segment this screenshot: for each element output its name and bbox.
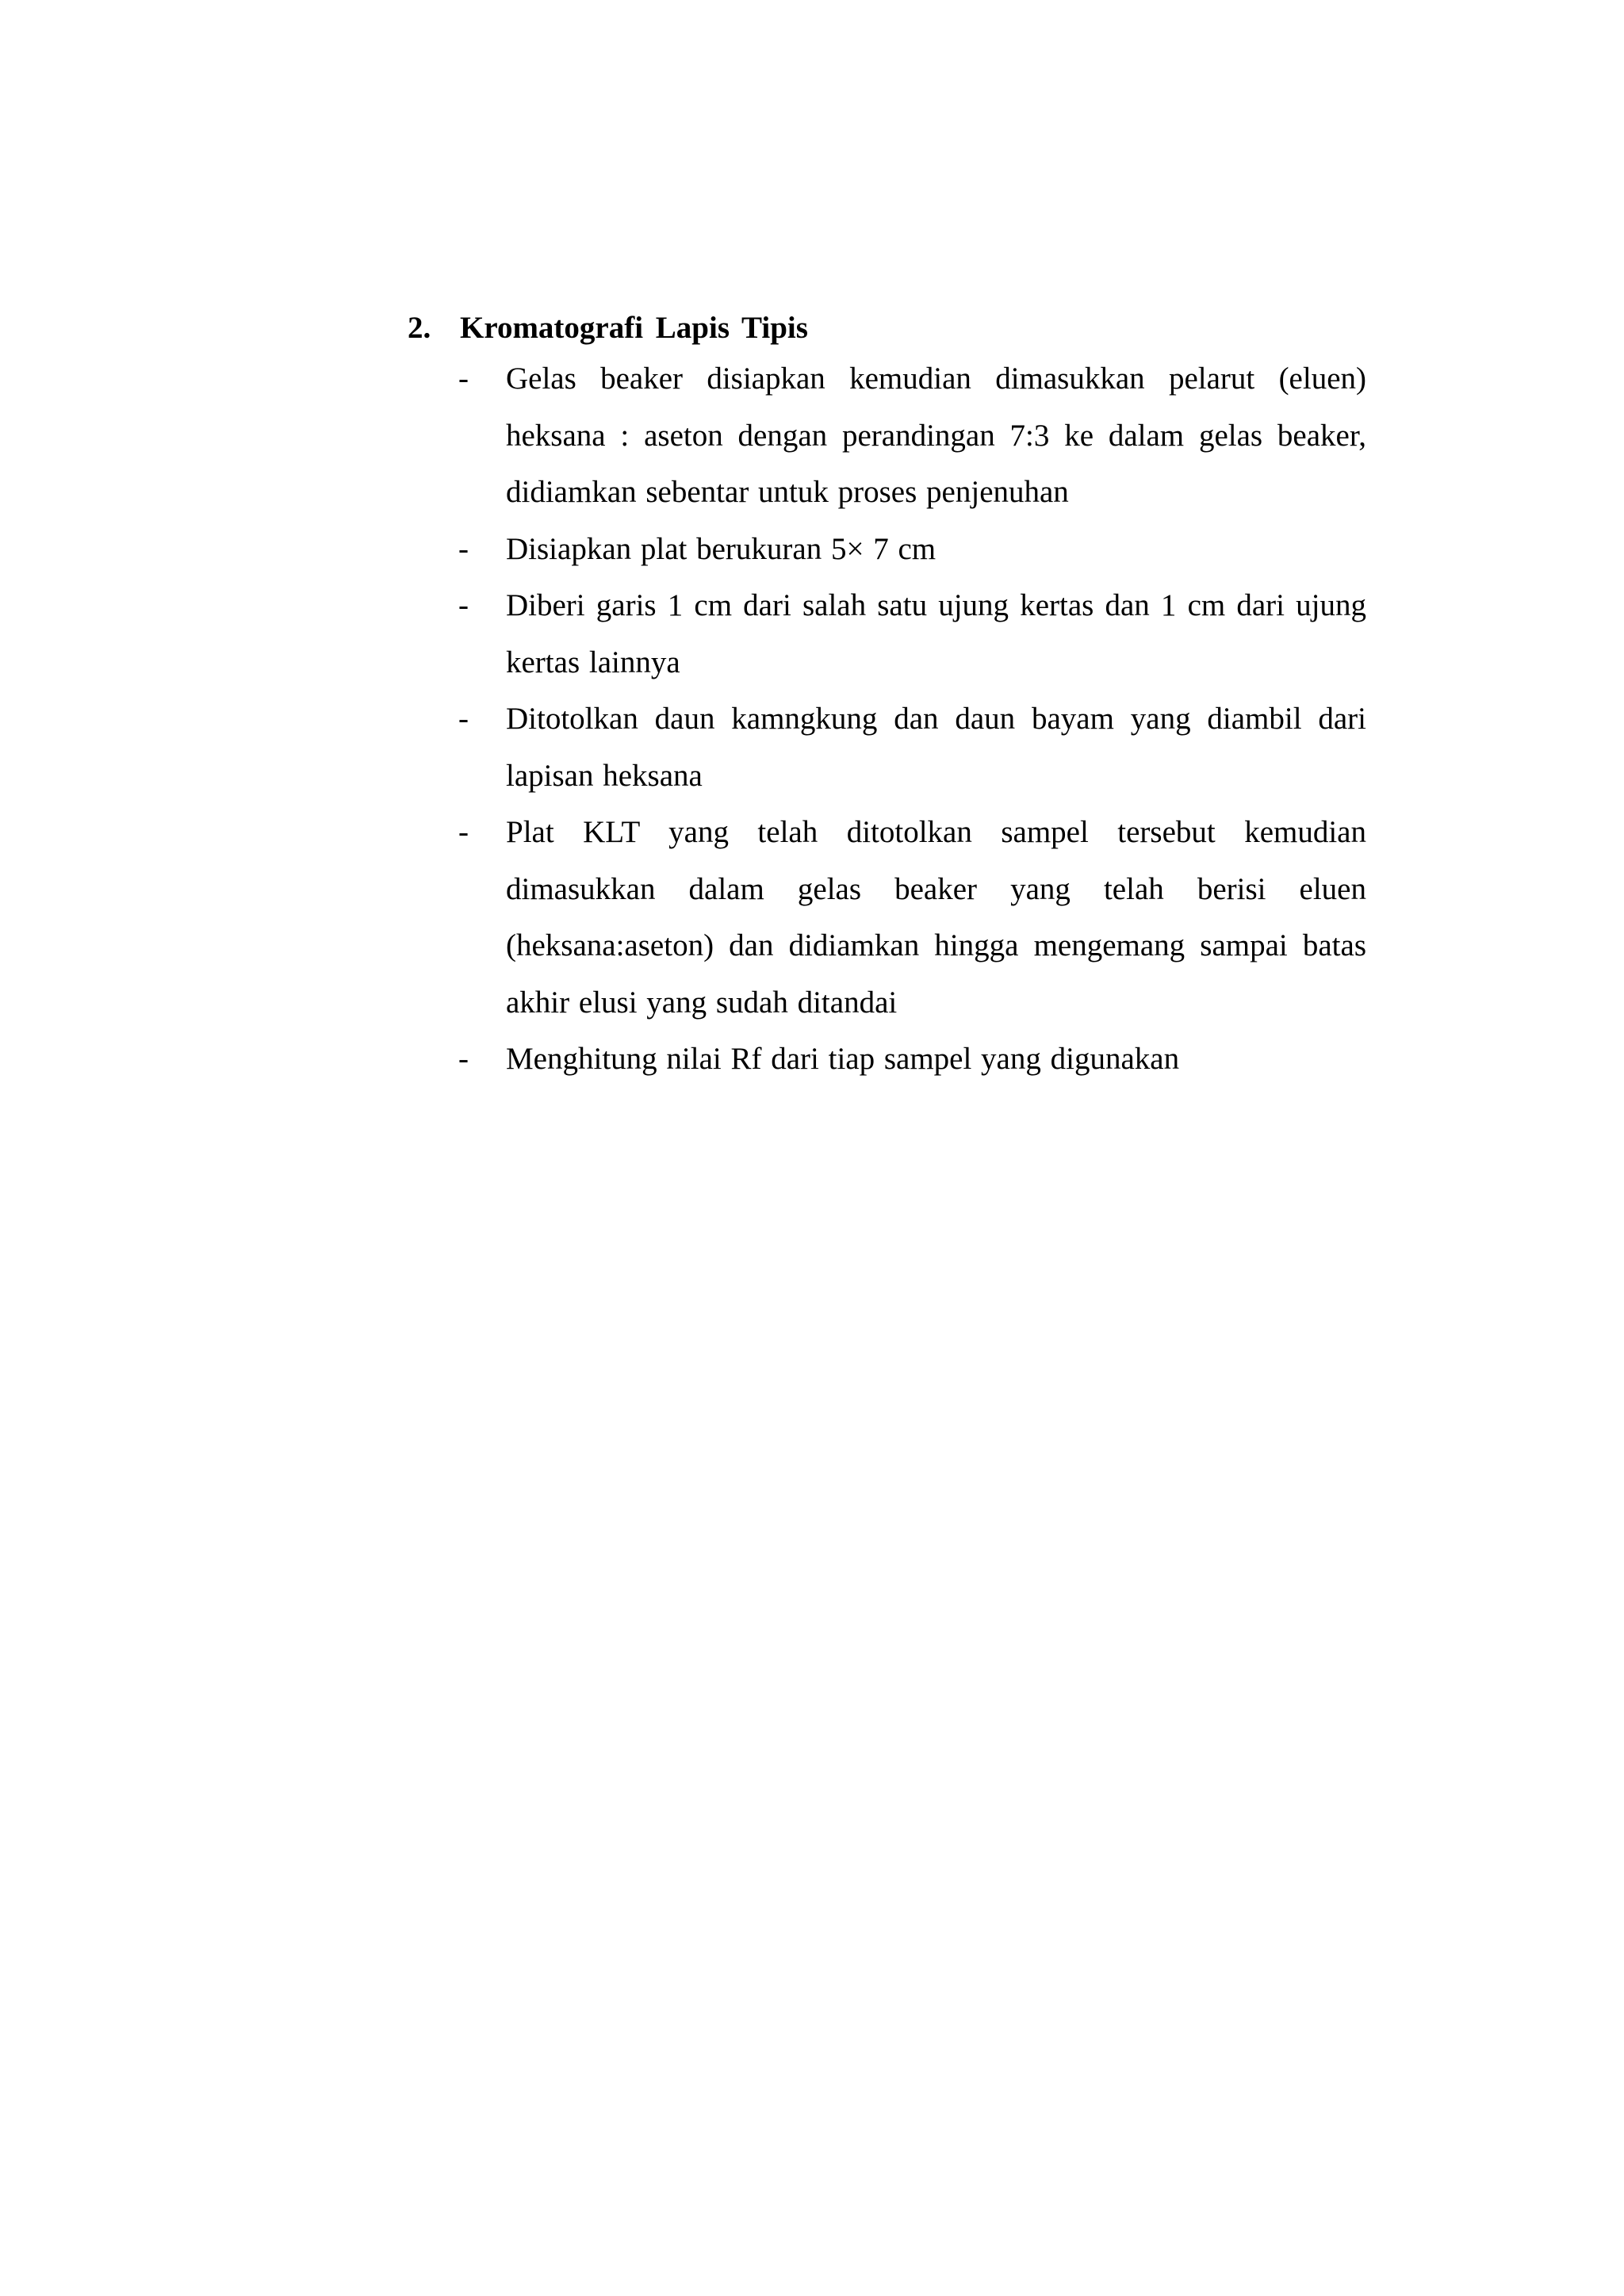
section-title: Kromatografi Lapis Tipis [460, 311, 808, 345]
list-marker: - [458, 362, 469, 396]
list-marker: - [458, 588, 469, 622]
section-heading [408, 306, 1391, 350]
list-item-text: Menghitung nilai Rf dari tiap sampel yang digunakan [506, 1042, 1180, 1076]
list-item [408, 1031, 1391, 1088]
list-item [408, 691, 1391, 804]
list-item [408, 350, 1391, 521]
list-item-text: Gelas beaker disiapkan kemudian dimasukkan pelarut (eluen) heksana : aseton dengan perandingan 7:3 ke dalam gelas beaker, didiamkan sebentar untuk proses penjenuhan [506, 362, 1366, 509]
list-marker: - [458, 702, 469, 736]
list-item [408, 521, 1391, 578]
list-marker: - [458, 1042, 469, 1076]
list-marker: - [458, 531, 469, 566]
list-marker: - [458, 815, 469, 849]
section-number: 2. [408, 311, 431, 345]
list-item [408, 804, 1391, 1031]
procedure-section [408, 306, 1391, 1088]
list-item-text: Disiapkan plat berukuran 5× 7 cm [506, 531, 936, 566]
list-item-text: Diberi garis 1 cm dari salah satu ujung kertas dan 1 cm dari ujung kertas lainnya [506, 588, 1366, 679]
list-item [408, 577, 1391, 691]
procedure-list [408, 350, 1391, 1088]
list-item-text: Plat KLT yang telah ditotolkan sampel tersebut kemudian dimasukkan dalam gelas beaker yang telah berisi eluen (heksana:aseton) dan didiamkan hingga mengemang sampai batas akhir elusi yang sudah ditandai [506, 815, 1366, 1020]
list-item-text: Ditotolkan daun kamngkung dan daun bayam yang diambil dari lapisan heksana [506, 702, 1366, 793]
